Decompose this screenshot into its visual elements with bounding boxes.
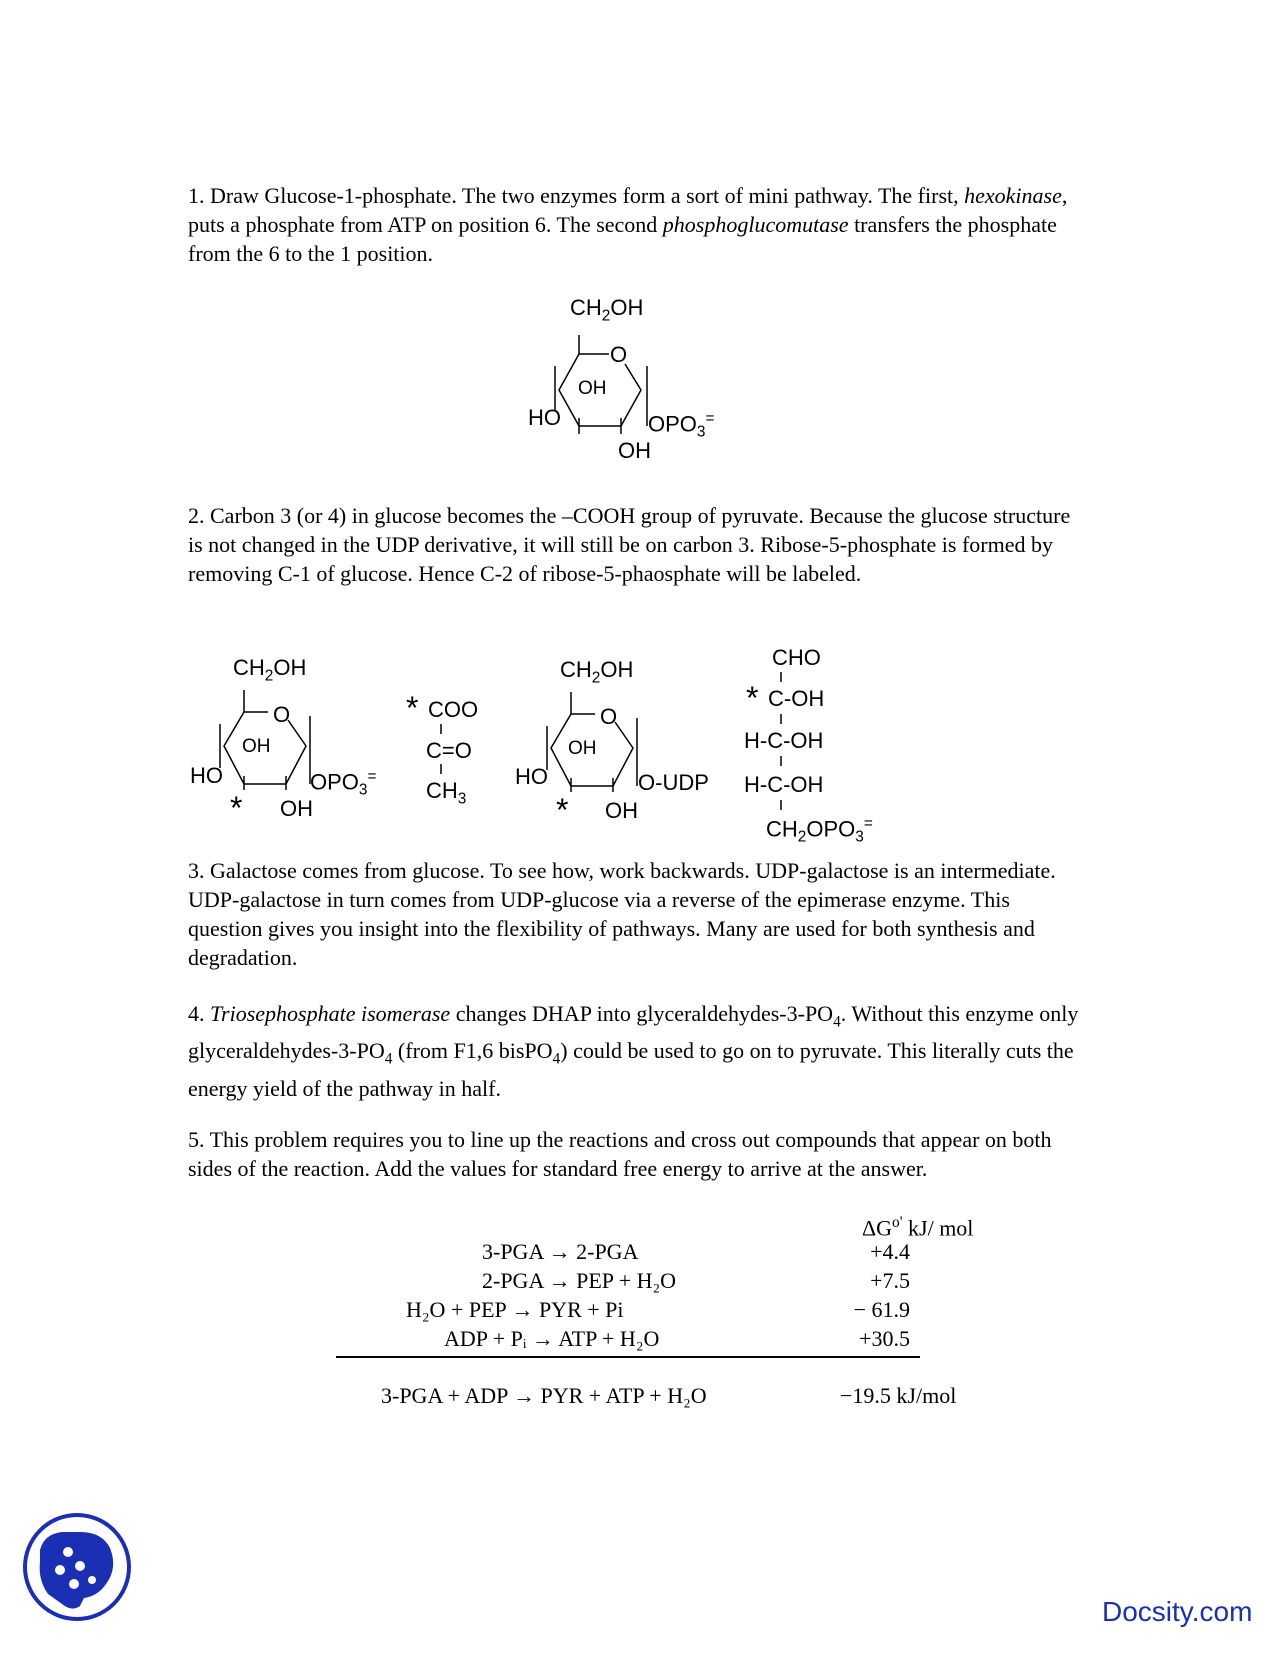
question-2: 2. Carbon 3 (or 4) in glucose becomes the –COOH group of pyruvate. Because the glucose structure is not changed in the UDP derivative, it will still be on carbon 3. Ribose-5-phosphate is formed by removing C-1 of glucose. Hence C-2 of ribose-5-phaosphate will be labeled. <box>188 503 1071 586</box>
total-equation: 3-PGA + ADP → PYR + ATP + H₂O <box>381 1383 707 1408</box>
table-row-val: +7.5 <box>870 1268 910 1293</box>
s1-ch2oh: $CH_2OH$ <box>570 295 644 325</box>
s1-ring-oxygen: O <box>610 342 628 367</box>
table-row-eq: 2-PGA → PEP + H₂O <box>482 1268 677 1293</box>
table-row-eq: 3-PGA → 2-PGA <box>482 1239 639 1264</box>
question-4: 4. Triosephosphate isomerase changes DHAP into glyceraldehydes-$3-PO_4$. Without this enzyme only glyceraldehydes-$3-PO_4$ (from F1,6 bisPO$_4$) could be used to go on to pyruvate. This literally cuts the energy yield of the pathway in half. <box>188 1001 1079 1101</box>
s2a-ch2oh: $CH_2OH$ <box>233 655 307 685</box>
s2d-c4: H-C-OH <box>744 772 824 797</box>
q1-text-c: transfers the phosphate from the 6 to the 1 position. <box>188 212 1057 266</box>
docsity-brand-text[interactable]: Docsity.com <box>1102 1596 1253 1627</box>
q1-enzyme-phosphoglucomutase: phosphoglucomutase <box>662 212 849 237</box>
s2c-ring-oxygen: O <box>600 704 618 729</box>
s1-inner-oh: OH <box>578 378 607 399</box>
s2d-c2: C-OH <box>768 686 825 711</box>
question-1 <box>188 181 1088 268</box>
table-row-val: +30.5 <box>859 1326 910 1351</box>
s2d-c3: H-C-OH <box>744 728 824 753</box>
s2b-carbonyl: C=O <box>426 738 472 763</box>
s2a-ring-oxygen: O <box>273 702 291 727</box>
s2a-opo3: $OPO_3^=$ <box>310 768 377 799</box>
s2d-label-star: * <box>746 680 759 716</box>
q1-enzyme-hexokinase: hexokinase <box>964 183 1062 208</box>
docsity-logo-icon <box>22 1512 132 1622</box>
s1-opo3: $OPO_3^=$ <box>648 410 715 441</box>
question-3: 3. Galactose comes from glucose. To see how, work backwards. UDP-galactose is an intermediate. UDP-galactose in turn comes from UDP-glucose via a reverse of the epimerase enzyme. This question gives you insight into the flexibility of pathways. Many are used for both synthesis and degradation. <box>188 858 1056 970</box>
sum-divider <box>336 1356 920 1358</box>
s2d-ch2opo3: $CH_2OPO_3^=$ <box>766 815 873 846</box>
s2b-label-star: * <box>406 690 419 726</box>
table-row-val: +4.4 <box>870 1239 910 1264</box>
s2c-o-udp: O-UDP <box>638 770 709 795</box>
q1-text-a: 1. Draw Glucose-1-phosphate. The two enzymes form a sort of mini pathway. The first, <box>188 183 965 208</box>
s1-oh-bottom: OH <box>618 438 651 463</box>
s2c-label-star: * <box>556 792 569 828</box>
s1-ho: HO <box>528 405 561 430</box>
table-row-val: − 61.9 <box>853 1297 910 1322</box>
s2b-coo: COO <box>428 697 479 722</box>
s2a-label-star: * <box>230 790 243 826</box>
s1-ring <box>545 322 665 432</box>
question-5: 5. This problem requires you to line up the reactions and cross out compounds that appear on both sides of the reaction. Add the values for standard free energy to arrive at the answer. <box>188 1127 1052 1181</box>
s2b-ch3: $CH_3$ <box>426 778 467 808</box>
s2c-ho: HO <box>515 764 548 789</box>
s2c-inner-oh: OH <box>568 738 597 759</box>
s2d-cho: CHO <box>772 645 821 670</box>
table-row-eq: H₂O + PEP → PYR + Pi <box>406 1297 624 1322</box>
s2c-oh-bottom: OH <box>605 798 638 823</box>
table-header: $\Delta G^{o'}$ kJ/ mol <box>862 1214 974 1241</box>
s2a-oh-bottom: OH <box>280 796 313 821</box>
q1-text-b: , puts a phosphate from ATP on position 6. The second <box>188 183 1068 237</box>
table-row-eq: ADP + Pᵢ → ATP + H₂O <box>444 1326 660 1351</box>
total-value: −19.5 kJ/mol <box>840 1383 957 1408</box>
s2c-ch2oh: $CH_2OH$ <box>560 657 634 687</box>
s2a-inner-oh: OH <box>242 736 271 757</box>
s2a-ho: HO <box>190 763 223 788</box>
q4-enzyme-tpi: Triosephosphate isomerase <box>210 1001 451 1026</box>
